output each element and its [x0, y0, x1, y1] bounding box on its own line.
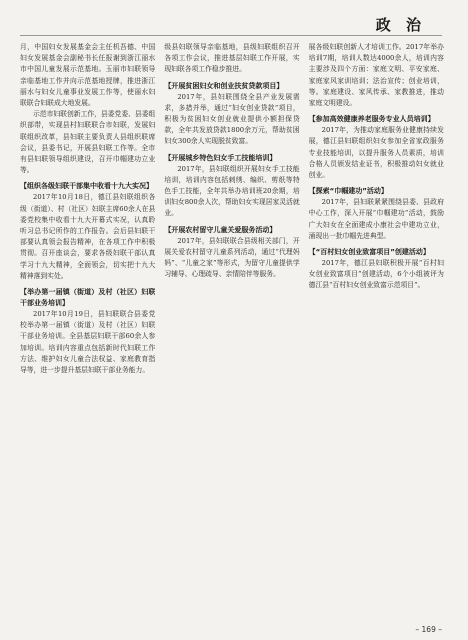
- section-title: 政 治: [375, 16, 426, 34]
- paragraph: 级县妇联领导亲临基地，县级妇联组织召开各项工作会议，推进基层妇联工作开展，实现妇联各项工作稳步推进。: [164, 43, 300, 74]
- entry-body: 2017年，县妇联紧紧围绕县委、县政府中心工作，深入开展“巾帼建功”活动，鼓励广大妇女在全面建成小康社会中建功立业，涌现出一批巾帼先进典型。: [308, 198, 444, 240]
- entry-body: 2017年10月19日，县妇联联合县委党校举办第一届镇（街道）及村（社区）妇联干部业务培训。全县基层妇联干部60余人参加培训。培训内容重点包括新时代妇联工作方法、维护妇女儿童合法权益、家庭教育指导等，进一步提升基层妇联干部业务能力。: [20, 310, 156, 375]
- entry-title: 【组织各级妇联干部集中收看十九大实况】: [20, 182, 153, 191]
- paragraph: 示范市妇联创新工作，县委党委、县委组织部带，实现县村妇联联合市妇联，发展妇联组织改革，县妇联主要负责人县组织联席会议，县委书记，开展县妇联工作等。全市有县妇联领导组织建设，召开巾帼建功立业等。: [20, 110, 156, 175]
- page-number: – 169 –: [415, 625, 442, 634]
- entry-body: 2017年，为推动家庭服务业健康持续发展，德江县妇联组织妇女参加全省家政服务专业技能培训，以提升服务人员素质，培训合格人员颁发结业证书，积极推动妇女就业创业。: [308, 126, 444, 180]
- entry-title: 【开展农村留守儿童关爱服务活动】: [164, 225, 277, 234]
- entry-body: 2017年，德江县妇联积极开展“百村妇女创业致富项目”创建活动，6个小组被评为德江县“百村妇女创业致富示范项目”。: [308, 259, 444, 290]
- entry-title: 【探索“巾帼建功”活动】: [308, 187, 388, 196]
- entry-body: 2017年10月18日，德江县妇联组织各级（街道）、村（社区）妇联主席60余人在县委党校集中收看十九大开幕式实况，认真聆听习总书记所作的工作报告。会后县妇联干部要认真领会报告精神，在各项工作中积极贯彻。召开座谈会，要求各级妇联干部认真学习十九大精神，全面领会，切实把十九大精神落到实处。: [20, 193, 156, 280]
- column-1: [20, 42, 155, 624]
- entry-body: 2017年，县妇联围绕全县产业发展需求，多措并举，通过“妇女创业贷款”项目，积极为贫困妇女创业就业提供小额担保贷款，全年共发放贷款1800余万元，帮助贫困妇女300余人实现脱贫致富。: [164, 92, 300, 146]
- paragraph: 月，中国妇女发展基金会主任机吾德、中国妇女发展基金会副秘书长任报谢到浙江丽水市中国儿童发展示范基地。玉丽市妇联领导亲临基地工作并向示范基地授牌，推进浙江丽水与妇女儿童事业发展工作等，使丽水妇联联合妇联成大地发展。: [20, 43, 156, 108]
- entry-title: 【举办第一届镇（街道）及村（社区）妇联干部业务培训】: [20, 288, 156, 308]
- page-header: [0, 0, 468, 44]
- entry-title: 【“百村妇女创业致富项目”创建活动】: [308, 248, 430, 257]
- paragraph: 展各级妇联创新人才培训工作。2017年举办培训7期，培训人数达4000余人，培训内容主要涉及四个方面：家庭文明、平安家庭、家庭家风家训培训；法治宣传；创业培训，等。家庭建设、家风传承、家教推进，推动家庭文明建设。: [308, 43, 444, 108]
- entry-title: 【开展城乡特色妇女手工技能培训】: [164, 153, 277, 162]
- text-columns: [20, 42, 444, 624]
- entry-title: 【参加高效健康养老服务专业人员培训】: [308, 115, 435, 124]
- entry-body: 2017年，县妇联联合县级相关部门，开展关爱农村留守儿童系列活动，通过“代理妈妈”、“儿童之家”等形式，为留守儿童提供学习辅导、心理疏导、亲情陪伴等服务。: [164, 236, 300, 279]
- entry-title: 【开展贫困妇女和创业扶贫贷款项目】: [164, 81, 284, 90]
- header-rule: [20, 35, 442, 36]
- entry-body: 2017年，县妇联组织开展妇女手工技能培训，培训内容包括刺绣、编织、剪纸等特色手工技能，全年共举办培训班20余期，培训妇女800余人次，帮助妇女实现居家灵活就业。: [164, 164, 300, 218]
- column-3: [309, 42, 444, 624]
- column-2: [164, 42, 299, 624]
